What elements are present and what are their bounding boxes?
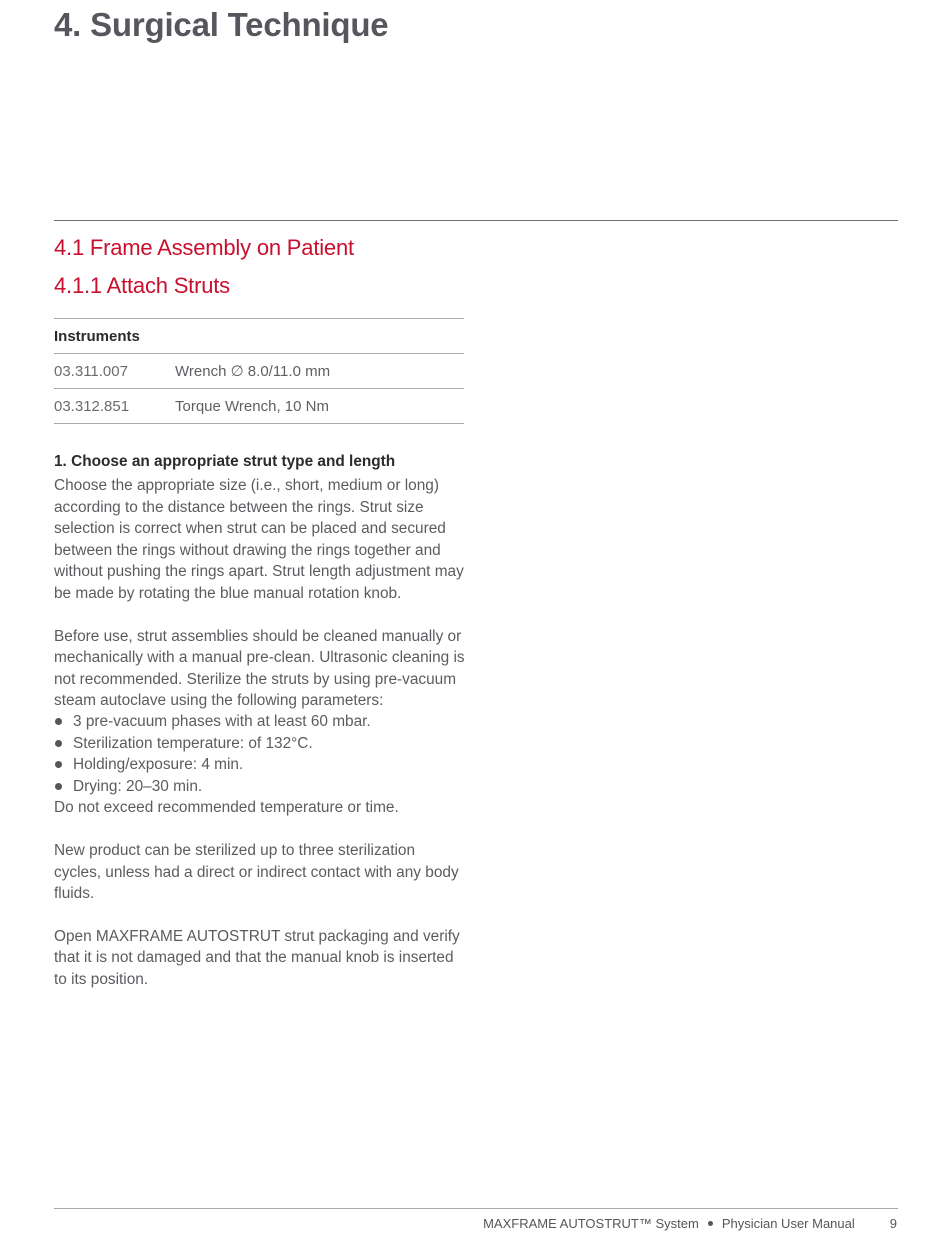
header-divider [54, 220, 898, 221]
paragraph-warning: Do not exceed recommended temperature or time. [54, 799, 399, 817]
step-title: 1. Choose an appropriate strut type and length [54, 453, 396, 470]
chapter-title: 4. Surgical Technique [54, 6, 389, 43]
bullet-icon [708, 1221, 713, 1226]
paragraph-sterilization-cycles: New product can be sterilized up to three sterilization cycles, unless had a direct or indirect contact with any body fluids. [54, 842, 459, 903]
table-row [54, 354, 464, 389]
list-item-text: Drying: 20–30 min. [73, 777, 203, 795]
paragraph-cleaning: Before use, strut assemblies should be cleaned manually or mechanically with a manual pre-clean. Ultrasonic cleaning is not recommended. Sterilize the struts by using pre-vacuum steam autoclave using the following parameters: [54, 627, 465, 709]
list-item [54, 711, 466, 732]
list-item [54, 733, 466, 754]
list-item [54, 754, 466, 775]
instrument-description: Wrench ∅ 8.0/11.0 mm [175, 354, 464, 389]
table-header-row [54, 319, 464, 354]
list-item [54, 776, 466, 797]
sterilization-parameter-list [54, 711, 466, 797]
page-footer [483, 1216, 897, 1231]
instrument-code: 03.311.007 [54, 354, 175, 389]
bullet-icon [55, 740, 62, 747]
step-content [54, 451, 466, 1012]
instrument-description: Torque Wrench, 10 Nm [175, 389, 464, 424]
bullet-icon [55, 718, 62, 725]
instruments-table [54, 318, 464, 424]
section-heading-4-1-1: 4.1.1 Attach Struts [54, 273, 230, 298]
list-item-text: 3 pre-vacuum phases with at least 60 mbar. [73, 713, 371, 731]
footer-manual-name: Physician User Manual [721, 1216, 855, 1231]
table-row [54, 389, 464, 424]
bullet-icon [55, 783, 62, 790]
paragraph-size-selection: Choose the appropriate size (i.e., short, medium or long) according to the distance between the rings. Strut size selection is correct when strut can be placed and secured between the rings without drawing the rings together and without pushing the rings apart. Strut length adjustment may be made by rotating the blue manual rotation knob. [54, 477, 464, 602]
instrument-code: 03.312.851 [54, 389, 175, 424]
paragraph-packaging: Open MAXFRAME AUTOSTRUT strut packaging and verify that it is not damaged and that the manual knob is inserted to its position. [54, 927, 460, 988]
page-number: 9 [889, 1216, 897, 1231]
instruments-header: Instruments [54, 319, 464, 354]
footer-product-name: MAXFRAME AUTOSTRUT™ System [483, 1216, 699, 1231]
section-heading-4-1: 4.1 Frame Assembly on Patient [54, 235, 354, 260]
bullet-icon [55, 761, 62, 768]
footer-divider [54, 1208, 898, 1209]
list-item-text: Holding/exposure: 4 min. [73, 756, 244, 774]
list-item-text: Sterilization temperature: of 132°C. [73, 734, 313, 752]
